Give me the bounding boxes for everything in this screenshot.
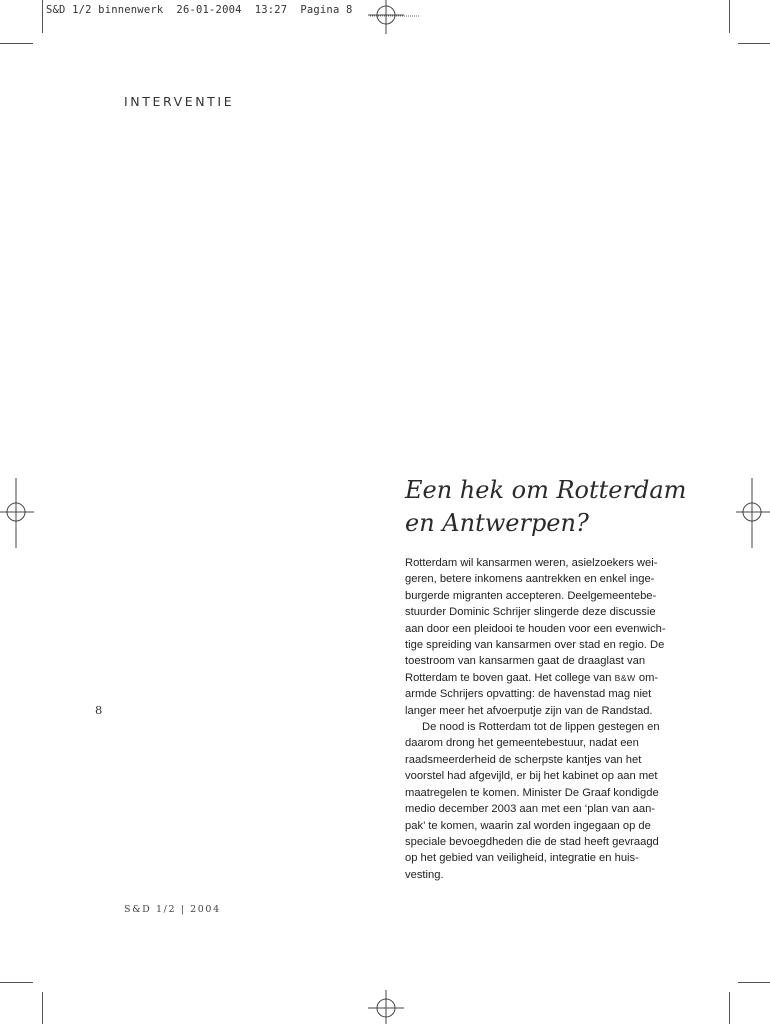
text-line: geren, betere inkomens aantrekken en enkel inge-: [405, 573, 655, 586]
section-label: INTERVENTIE: [124, 94, 235, 109]
printer-slug: S&D 1/2 binnenwerk 26-01-2004 13:27 Pagina 8: [46, 4, 353, 16]
text-line: Rotterdam wil kansarmen weren, asielzoekers wei-: [405, 557, 658, 569]
text-line: toestroom van kansarmen gaat de draaglast van: [405, 655, 646, 668]
text-line: speciale bevoegdheden die de stad heeft gevraagd: [405, 835, 659, 848]
crop-mark: [729, 992, 730, 1024]
paragraph: [405, 719, 680, 883]
registration-mark-bottom: [366, 990, 406, 1024]
journal-footer: S&D 1/2 | 2004: [124, 904, 221, 915]
crop-mark: [738, 43, 770, 44]
registration-mark-top: [366, 0, 406, 36]
text-line: raadsmeerderheid de scherpste kantjes van het: [405, 753, 642, 766]
crop-mark: [738, 982, 770, 983]
paragraph: [405, 555, 680, 719]
registration-mark-left: [0, 478, 36, 548]
text-line: stuurder Dominic Schrijer slingerde deze discussie: [405, 606, 656, 619]
registration-mark-right: [734, 478, 770, 548]
text-line: voorstel had afgevijld, er bij het kabinet op aan met: [405, 770, 658, 783]
text-fragment: Rotterdam te boven gaat. Het college van: [405, 671, 615, 684]
text-line: medio december 2003 aan met een ‘plan van aan-: [405, 803, 656, 816]
text-line: langer meer het afvoerputje zijn van de Randstad.: [405, 704, 653, 717]
text-line: op het gebied van veiligheid, integratie en huis-: [405, 852, 639, 865]
page-number: 8: [95, 703, 103, 717]
crop-mark: [0, 982, 33, 983]
article-body: [405, 555, 680, 883]
text-line: aan door een pleidooi te houden voor een evenwich-: [405, 622, 666, 635]
article-title: [405, 474, 735, 540]
text-fragment: om-: [635, 671, 659, 684]
crop-mark: [42, 0, 43, 33]
crop-mark: [42, 992, 43, 1024]
title-line: Een hek om Rotterdam: [405, 476, 687, 504]
abbreviation: B&W: [614, 672, 636, 683]
text-line: [405, 670, 680, 686]
title-line: en Antwerpen?: [405, 509, 589, 537]
crop-mark: [0, 43, 33, 44]
text-line: pak’ te komen, waarin zal worden ingegaan op de: [405, 819, 651, 832]
text-line: daarom drong het gemeentebestuur, nadat een: [405, 737, 639, 750]
text-line: De nood is Rotterdam tot de lippen gestegen en: [422, 721, 660, 734]
text-line: burgerde migranten accepteren. Deelgemeentebe-: [405, 589, 657, 602]
text-line: armde Schrijers opvatting: de havenstad mag niet: [405, 688, 652, 701]
crop-mark: [729, 0, 730, 33]
text-line: maatregelen te komen. Minister De Graaf kondigde: [405, 786, 659, 799]
text-line: vesting.: [405, 868, 444, 881]
text-line: tige spreiding van kansarmen over stad en regio. De: [405, 639, 665, 652]
